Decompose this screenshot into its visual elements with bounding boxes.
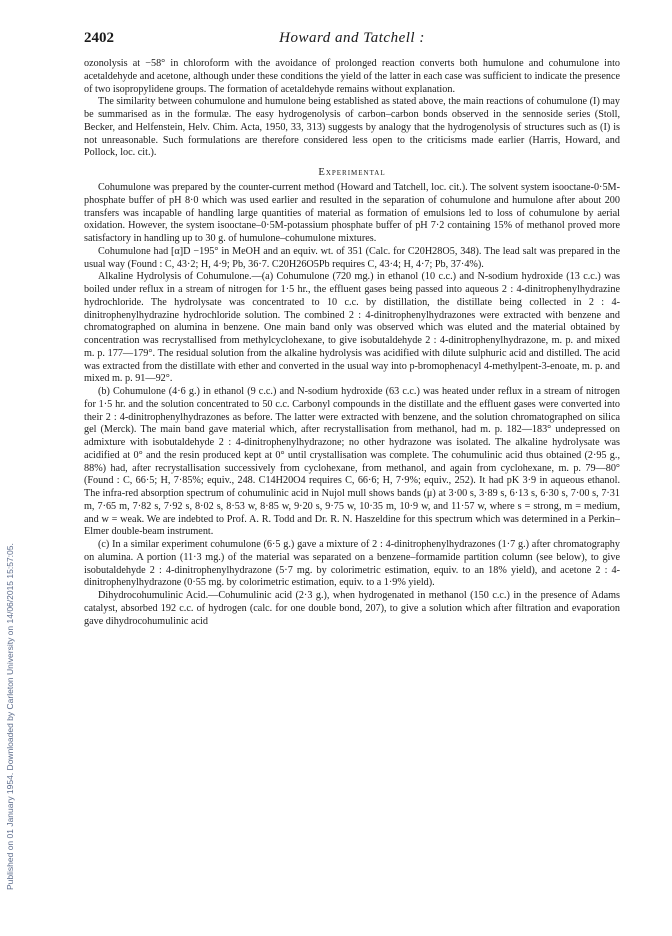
paragraph-alkaline-hydrolysis-a: Alkaline Hydrolysis of Cohumulone.—(a) Cohumulone (720 mg.) in ethanol (10 c.c.) and N-sodium hydroxide (13 c.c.) was boiled under reflux in a stream of nitrogen for 1·5 hr., the effluent gases being passed into aqueous 2 : 4-dinitrophenylhydrazine hydrochloride. The hydrolysate was concentrated to 10 c.c. by distillation, the distillate being collected in 2 : 4-dinitrophenylhydrazine hydrochloride solution. The combined 2 : 4-dinitrophenylhydrazones were extracted with benzene and chromatographed on alumina in benzene. One main band only was observed which was eluted and the material obtained by concentration was recrystallised from methylcyclohexane, to give isobutaldehyde 2 : 4-dinitrophenylhydrazone, m. p. and mixed m. p. 177—179°. The residual solution from the alkaline hydrolysis was acidified with dilute sulphuric acid and distilled. The acid was extracted from the distillate with ether and converted in the usual way into p-bromophenacyl 4-methylpent-3-enoate, m. p. and mixed m. p. 91—92°. — [84, 271, 620, 385]
page-header — [84, 30, 620, 52]
running-title: Howard and Tatchell : — [279, 30, 425, 46]
paragraph-rotation: Cohumulone had [α]D −195° in MeOH and an equiv. wt. of 351 (Calc. for C20H28O5, 348). The lead salt was prepared in the usual way (Found : C, 43·2; H, 4·9; Pb, 36·7. C20H26O5Pb requires C, 43·4; H, 4·7; Pb, 37·4%). — [84, 245, 620, 270]
download-watermark — [2, 470, 16, 890]
paragraph-alkaline-hydrolysis-b: (b) Cohumulone (4·6 g.) in ethanol (9 c.c.) and N-sodium hydroxide (63 c.c.) was heated under reflux in a stream of nitrogen for 1·5 hr. and the solution concentrated to 50 c.c. Carbonyl compounds in the distillate and the effluent gases were converted into their 2 : 4-dinitrophenylhydrazones as before. The latter were extracted with benzene, and the solution chromatographed on silica gel (Merck). The main band gave material which, after recrystallisation from methanol, had m. p. 182—183° undepressed on admixture with isobutaldehyde 2 : 4-dinitrophenylhydrazone; no other hydrazone was isolated. The alkaline hydrolysate was acidified at 0° and the resin produced kept at 0° until crystallisation was complete. The cohumulinic acid thus obtained (2·95 g., 88%) had, after recrystallisation successively from cyclohexane, from methanol, and again from cyclohexane, m. p. 79—80° (Found : C, 66·5; H, 7·85%; equiv., 248. C14H20O4 requires C, 66·6; H, 7·9%; equiv., 252). It had pK 3·9 in aqueous ethanol. The infra-red absorption spectrum of cohumulinic acid in Nujol mull shows bands (μ) at 3·00 s, 3·89 s, 6·13 s, 6·30 s, 7·00 s, 7·31 m, 7·65 m, 7·82 s, 7·92 s, 8·02 s, 8·53 w, 8·85 w, 9·20 s, 9·75 w, 10·35 m, 10·9 w, and 11·57 w, where s = strong, m = medium, and w = weak. We are indebted to Prof. A. R. Todd and Dr. R. N. Haszeldine for this spectrum which was determined in a Perkin–Elmer double-beam instrument. — [84, 386, 620, 538]
page-number: 2402 — [84, 30, 114, 46]
paragraph-similarity: The similarity between cohumulone and humulone being established as stated above, the main reactions of cohumulone (I) may be summarised as in the formulæ. The easy hydrogenolysis of carbon–carbon bonds observed in the sennoside series (Stoll, Becker, and Helfenstein, Helv. Chim. Acta, 1950, 33, 313) suggests by analogy that the hydrogenolysis of structures such as (I) is not unreasonable. Such formulations are therefore considered less open to the criticisms made earlier (Harris, Howard, and Pollock, loc. cit.). — [84, 96, 620, 159]
section-heading-experimental: Experimental — [318, 167, 386, 178]
paragraph-ozonolysis: ozonolysis at −58° in chloroform with the avoidance of prolonged reaction converts both humulone and cohumulone into acetaldehyde and acetone, although under these conditions the yield of the latter in each case was sufficient to indicate the presence of two isopropylidene groups. The formation of acetaldehyde remains without explanation. — [84, 58, 620, 95]
paragraph-alkaline-hydrolysis-c: (c) In a similar experiment cohumulone (6·5 g.) gave a mixture of 2 : 4-dinitrophenylhydrazones (1·7 g.) after chromatography on alumina. A portion (11·3 mg.) of the material was separated on a benzene–formamide partition column (see below), to give isobutaldehyde 2 : 4-dinitrophenylhydrazone (5·7 mg. by colorimetric estimation, equiv. to an 18% yield), and acetone 2 : 4-dinitrophenylhydrazone (0·55 mg. by colorimetric estimation, equiv. to a 1·9% yield). — [84, 539, 620, 589]
journal-page — [84, 30, 620, 628]
paragraph-dihydrocohumulinic-acid: Dihydrocohumulinic Acid.—Cohumulinic acid (2·3 g.), when hydrogenated in methanol (150 c.c.) in the presence of Adams catalyst, absorbed 192 c.c. of hydrogen (calc. for one double bond, 207), to give a solution which after filtration and evaporation gave dihydrocohumulinic acid — [84, 590, 620, 627]
paragraph-preparation: Cohumulone was prepared by the counter-current method (Howard and Tatchell, loc. cit.). The solvent system isooctane-0·5M-phosphate buffer of pH 8·0 which was used earlier and resulted in the separation of cohumulone and humulone after about 200 transfers was incapable of handling large quantities of material as formation of emulsions led to loss of cohumulone by aerial oxidation. However, the system isooctane–0·5M-potassium phosphate buffer of pH 7·2 containing 15% of methanol proved more satisfactory in handling up to 30 g. of humulone–cohumulone mixtures. — [84, 182, 620, 244]
download-notice: Published on 01 January 1954. Downloaded by Carleton University on 14/06/2015 15:57:05. — [5, 543, 15, 890]
